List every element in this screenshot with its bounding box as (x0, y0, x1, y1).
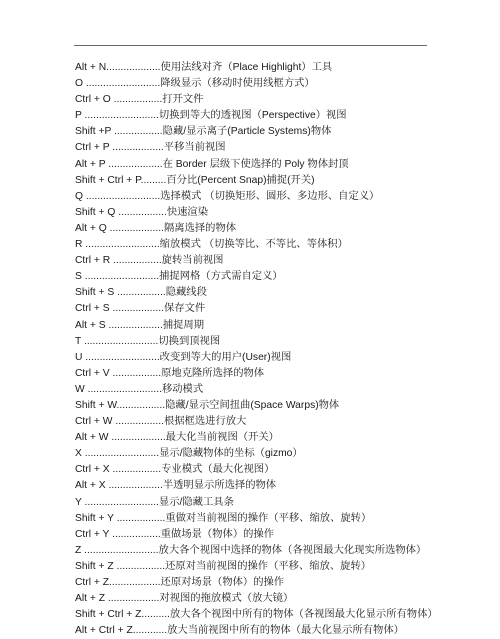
shortcut-text: P ..........................切换到等大的透视图（Perspective）视图 (75, 110, 347, 122)
shortcut-row (75, 607, 475, 623)
shortcut-text: Q ..........................选择模式 （切换矩形、圆形、多边形、自定义） (75, 190, 380, 202)
shortcut-row (75, 623, 475, 639)
shortcut-row (75, 462, 475, 478)
shortcut-row (75, 269, 475, 285)
shortcut-row (75, 157, 475, 173)
shortcut-row (75, 237, 475, 253)
shortcut-row (75, 334, 475, 350)
shortcut-row (75, 76, 475, 92)
shortcut-text: S ..........................捕捉网格（方式需自定义） (75, 271, 283, 283)
shortcut-text: Ctrl + O .................打开文件 (75, 94, 204, 106)
shortcut-text: Z ..........................放大各个视图中选择的物体（各视图最大化现实所选物体） (75, 544, 427, 556)
shortcut-row (75, 430, 475, 446)
shortcut-row (75, 591, 475, 607)
shortcut-text: Alt + X ...................半透明显示所选择的物体 (75, 480, 277, 492)
shortcut-row (75, 543, 475, 559)
shortcut-text: Ctrl + X .................专业模式（最大化视图） (75, 464, 275, 476)
shortcut-row (75, 92, 475, 108)
shortcut-text: Shift + Ctrl + P.........百分比(Percent Snap)捕捉(开关) (75, 174, 315, 186)
shortcut-text: W ..........................移动模式 (75, 383, 204, 395)
shortcut-text: Alt + Z ..................对视图的拖放模式（放大镜） (75, 593, 294, 605)
shortcut-text: Shift + W.................隐藏/显示空间扭曲(Space Warps)物体 (75, 399, 340, 411)
shortcut-text: Shift + Ctrl + Z..........放大各个视图中所有的物体（各视图最大化显示所有物体） (75, 609, 438, 621)
shortcut-row (75, 350, 475, 366)
shortcut-row (75, 478, 475, 494)
shortcut-text: T ..........................切换到顶视图 (75, 335, 221, 347)
shortcut-row (75, 173, 475, 189)
shortcut-text: Ctrl + Z..................还原对场景（物体）的操作 (75, 577, 285, 588)
shortcut-row (75, 60, 475, 76)
shortcut-row (75, 575, 475, 591)
shortcut-row (75, 253, 475, 269)
shortcut-text: Shift +P .................隐藏/显示离子(Particle Systems)物体 (75, 126, 332, 138)
shortcut-row (75, 285, 475, 301)
top-divider (74, 45, 427, 46)
shortcut-text: R ..........................缩放模式 （切换等比、不等比、等体积） (75, 239, 348, 251)
shortcut-row (75, 301, 475, 317)
shortcut-text: Ctrl + W .................根据框选进行放大 (75, 416, 247, 428)
shortcut-text: X ..........................显示/隐藏物体的坐标（gizmo） (75, 448, 303, 460)
shortcut-text: Ctrl + V .................原地克隆所选择的物体 (75, 367, 265, 379)
shortcut-text: Ctrl + S ..................保存文件 (75, 303, 206, 315)
shortcut-text: Alt + Q ...................隔离选择的物体 (75, 222, 237, 234)
shortcut-text: Alt + P ...................在 Border 层级下使选择的 Poly 物体封顶 (75, 158, 349, 170)
shortcut-text: Shift + Q .................快速渲染 (75, 206, 209, 218)
shortcut-text: Alt + N...................使用法线对齐（Place Highlight）工具 (75, 62, 333, 73)
shortcut-row (75, 140, 475, 156)
shortcut-text: Shift + S .................隐藏线段 (75, 287, 207, 299)
shortcut-row (75, 124, 475, 140)
shortcut-text: O ..........................降级显示（移动时使用线框方式） (75, 78, 315, 90)
shortcut-text: Ctrl + P ..................平移当前视图 (75, 142, 226, 154)
shortcut-text: Alt + S ...................捕捉周期 (75, 319, 205, 331)
shortcut-text: Ctrl + Y .................重做场景（物体）的操作 (75, 528, 275, 540)
shortcut-row (75, 495, 475, 511)
shortcut-row (75, 527, 475, 543)
shortcut-row (75, 382, 475, 398)
shortcut-row (75, 446, 475, 462)
shortcut-text: Alt + W ...................最大化当前视图（开关） (75, 432, 279, 444)
shortcut-list (75, 60, 475, 639)
shortcut-row (75, 189, 475, 205)
shortcut-text: Shift + Z .................还原对当前视图的操作（平移、缩放、旋转） (75, 560, 372, 572)
shortcut-row (75, 414, 475, 430)
shortcut-row (75, 366, 475, 382)
shortcut-row (75, 108, 475, 124)
shortcut-text: Y ..........................显示/隐藏工具条 (75, 496, 234, 508)
shortcut-row (75, 398, 475, 414)
shortcut-text: Shift + Y .................重做对当前视图的操作（平移、缩放、旋转） (75, 512, 372, 524)
shortcut-row (75, 221, 475, 237)
shortcut-text: Ctrl + R .................旋转当前视图 (75, 255, 224, 267)
shortcut-text: U ..........................改变到等大的用户(User)视图 (75, 351, 292, 363)
shortcut-row (75, 205, 475, 221)
shortcut-row (75, 511, 475, 527)
shortcut-row (75, 559, 475, 575)
shortcut-row (75, 318, 475, 334)
shortcut-text: Alt + Ctrl + Z............放大当前视图中所有的物体（最大化显示所有物体） (75, 625, 404, 637)
